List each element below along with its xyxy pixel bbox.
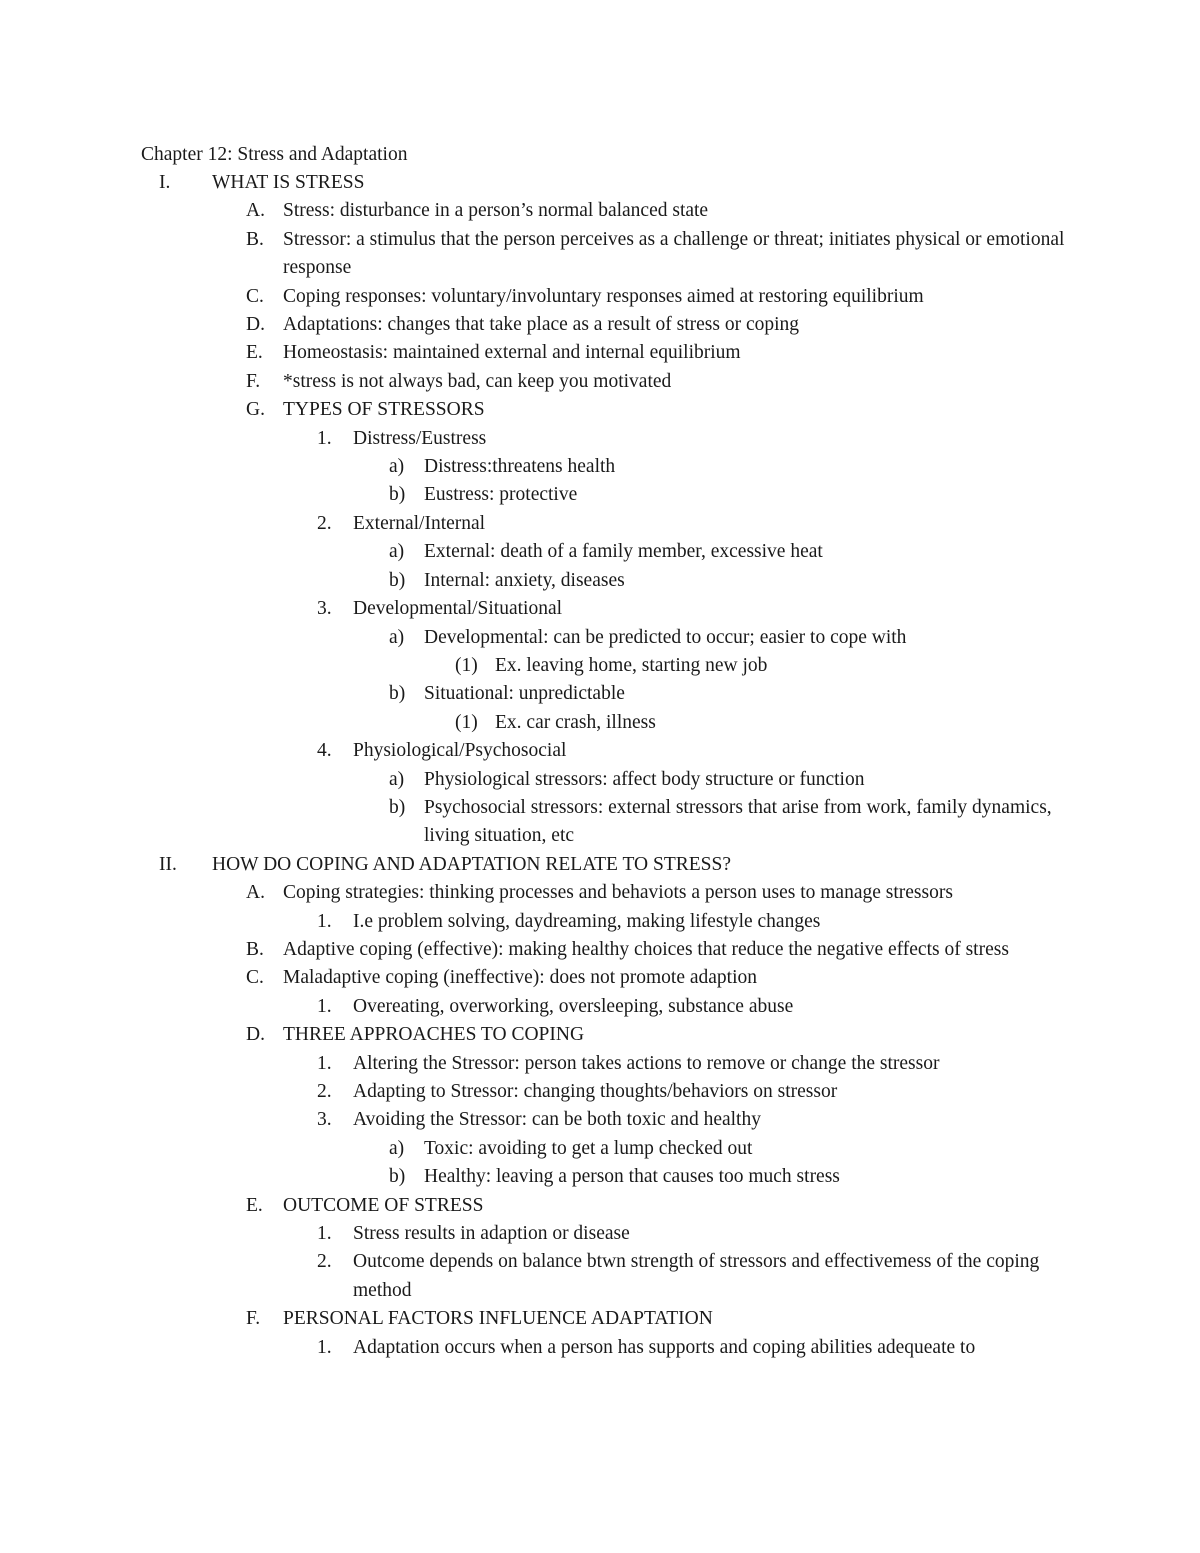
outline-marker: 1. bbox=[317, 1052, 332, 1074]
outline-item bbox=[0, 680, 1200, 708]
outline-text: Adapting to Stressor: changing thoughts/behaviors on stressor bbox=[353, 1081, 838, 1102]
outline-text: Distress/Eustress bbox=[353, 427, 487, 449]
outline-item bbox=[0, 652, 1200, 680]
outline-item bbox=[0, 993, 1200, 1021]
outline-item bbox=[0, 425, 1200, 453]
outline-text: Internal: anxiety, diseases bbox=[424, 569, 625, 591]
outline-text: Situational: unpredictable bbox=[424, 683, 625, 705]
outline-text: I.e problem solving, daydreaming, making lifestyle changes bbox=[353, 910, 821, 932]
outline-item bbox=[0, 1050, 1200, 1078]
outline-text: Healthy: leaving a person that causes too much stress bbox=[424, 1166, 840, 1188]
outline-text: Ex. car crash, illness bbox=[495, 711, 656, 733]
outline-marker: C. bbox=[246, 967, 264, 989]
document-title: Chapter 12: Stress and Adaptation bbox=[141, 144, 408, 165]
outline-item bbox=[0, 936, 1200, 964]
outline-text: TYPES OF STRESSORS bbox=[283, 399, 485, 421]
outline-marker: B. bbox=[246, 228, 264, 250]
outline-marker: 4. bbox=[317, 740, 332, 762]
outline-item bbox=[0, 1163, 1200, 1191]
outline-text: Toxic: avoiding to get a lump checked out bbox=[424, 1137, 753, 1159]
outline-text: Maladaptive coping (ineffective): does not promote adaption bbox=[283, 967, 757, 989]
outline-marker: (1) bbox=[455, 654, 478, 676]
outline-item bbox=[0, 1192, 1200, 1220]
outline-marker: I. bbox=[159, 172, 171, 193]
outline-item bbox=[0, 794, 1200, 851]
outline-text: Overeating, overworking, oversleeping, substance abuse bbox=[353, 995, 794, 1017]
outline-text: Distress:threatens health bbox=[424, 456, 616, 478]
outline-item bbox=[0, 1106, 1200, 1134]
outline-text: Stressor: a stimulus that the person perceives as a challenge or threat; initiates physical or emotional response bbox=[283, 228, 1065, 279]
outline-text: Adaptations: changes that take place as a result of stress or coping bbox=[283, 314, 800, 336]
outline-item bbox=[0, 709, 1200, 737]
outline-item bbox=[0, 624, 1200, 652]
outline-item bbox=[0, 1220, 1200, 1248]
outline-marker: b) bbox=[389, 683, 406, 705]
outline-text: Adaptation occurs when a person has supports and coping abilities adequeate to bbox=[353, 1336, 976, 1358]
outline-text: *stress is not always bad, can keep you motivated bbox=[283, 370, 672, 392]
outline-text: External: death of a family member, excessive heat bbox=[424, 541, 823, 563]
outline-item bbox=[0, 396, 1200, 424]
outline-marker: b) bbox=[389, 569, 406, 591]
outline-item bbox=[0, 368, 1200, 396]
outline-text: HOW DO COPING AND ADAPTATION RELATE TO STRESS? bbox=[212, 853, 732, 875]
outline-text: Coping responses: voluntary/involuntary responses aimed at restoring equilibrium bbox=[283, 285, 924, 307]
outline-marker: 1. bbox=[317, 1223, 332, 1245]
outline-item bbox=[0, 1305, 1200, 1333]
outline-item bbox=[0, 1021, 1200, 1049]
outline-text: Homeostasis: maintained external and internal equilibrium bbox=[283, 342, 741, 364]
outline-marker: B. bbox=[246, 938, 264, 960]
outline-marker: a) bbox=[389, 456, 405, 478]
outline-text: External/Internal bbox=[353, 512, 486, 534]
outline-marker: b) bbox=[389, 1166, 406, 1188]
outline-item bbox=[0, 766, 1200, 794]
outline-item bbox=[0, 595, 1200, 623]
outline-marker: 1. bbox=[317, 1336, 332, 1358]
outline-marker: G. bbox=[246, 399, 265, 421]
outline-marker: a) bbox=[389, 1137, 405, 1159]
outline-text: Adaptive coping (effective): making healthy choices that reduce the negative effects of stress bbox=[283, 938, 1009, 960]
outline-item bbox=[0, 737, 1200, 765]
outline-text: Psychosocial stressors: external stressors that arise from work, family dynamics, living situation, etc bbox=[424, 796, 1052, 847]
outline-text: THREE APPROACHES TO COPING bbox=[283, 1024, 585, 1046]
outline-text: WHAT IS STRESS bbox=[212, 172, 365, 193]
outline-text: Developmental: can be predicted to occur; easier to cope with bbox=[424, 626, 907, 648]
outline-marker: b) bbox=[389, 484, 406, 506]
outline-marker: a) bbox=[389, 768, 405, 790]
outline-item bbox=[0, 510, 1200, 538]
outline-text: Avoiding the Stressor: can be both toxic and healthy bbox=[353, 1109, 761, 1131]
outline-text: Physiological stressors: affect body structure or function bbox=[424, 768, 865, 790]
outline-marker: A. bbox=[246, 200, 265, 222]
outline-marker: F. bbox=[246, 370, 261, 392]
outline-list bbox=[0, 169, 1200, 1362]
outline-item bbox=[0, 169, 1200, 197]
outline-text: Eustress: protective bbox=[424, 484, 578, 506]
outline-marker: F. bbox=[246, 1308, 261, 1330]
outline-text: Developmental/Situational bbox=[353, 598, 563, 620]
outline-marker: D. bbox=[246, 314, 265, 336]
outline-item bbox=[0, 283, 1200, 311]
outline-marker: A. bbox=[246, 882, 265, 904]
outline-marker: 2. bbox=[317, 1251, 332, 1273]
outline-marker: a) bbox=[389, 626, 405, 648]
outline-text: Coping strategies: thinking processes and behaviots a person uses to manage stressors bbox=[283, 882, 953, 904]
outline-marker: (1) bbox=[455, 711, 478, 733]
outline-marker: E. bbox=[246, 342, 263, 364]
outline-text: Physiological/Psychosocial bbox=[353, 740, 567, 762]
outline-text: OUTCOME OF STRESS bbox=[283, 1194, 484, 1216]
outline-item bbox=[0, 1248, 1200, 1305]
outline-text: Ex. leaving home, starting new job bbox=[495, 654, 768, 676]
outline-item bbox=[0, 879, 1200, 907]
outline-item bbox=[0, 226, 1200, 283]
outline-item bbox=[0, 1078, 1200, 1106]
outline-marker: E. bbox=[246, 1194, 263, 1216]
outline-marker: 1. bbox=[317, 995, 332, 1017]
outline-item bbox=[0, 851, 1200, 879]
outline-item bbox=[0, 964, 1200, 992]
outline-item bbox=[0, 339, 1200, 367]
outline-text: Outcome depends on balance btwn strength of stressors and effectivemess of the coping method bbox=[353, 1251, 1040, 1301]
outline-marker: 1. bbox=[317, 910, 332, 932]
outline-item bbox=[0, 1334, 1200, 1362]
outline-marker: C. bbox=[246, 285, 264, 307]
outline-marker: b) bbox=[389, 796, 406, 818]
outline-marker: 3. bbox=[317, 598, 332, 620]
outline-item bbox=[0, 538, 1200, 566]
outline-text: PERSONAL FACTORS INFLUENCE ADAPTATION bbox=[283, 1308, 713, 1330]
outline-marker: 2. bbox=[317, 512, 332, 534]
outline-item bbox=[0, 1135, 1200, 1163]
outline-item bbox=[0, 908, 1200, 936]
outline-item bbox=[0, 453, 1200, 481]
outline-marker: 2. bbox=[317, 1081, 332, 1102]
outline-marker: D. bbox=[246, 1024, 265, 1046]
outline-item bbox=[0, 311, 1200, 339]
outline-item bbox=[0, 567, 1200, 595]
outline-item bbox=[0, 197, 1200, 225]
outline-text: Altering the Stressor: person takes actions to remove or change the stressor bbox=[353, 1052, 940, 1074]
outline-marker: a) bbox=[389, 541, 405, 563]
outline-marker: 1. bbox=[317, 427, 332, 449]
outline-text: Stress results in adaption or disease bbox=[353, 1223, 630, 1245]
outline-marker: 3. bbox=[317, 1109, 332, 1131]
outline-item bbox=[0, 481, 1200, 509]
outline-text: Stress: disturbance in a person’s normal balanced state bbox=[283, 200, 709, 222]
outline-marker: II. bbox=[159, 853, 177, 875]
